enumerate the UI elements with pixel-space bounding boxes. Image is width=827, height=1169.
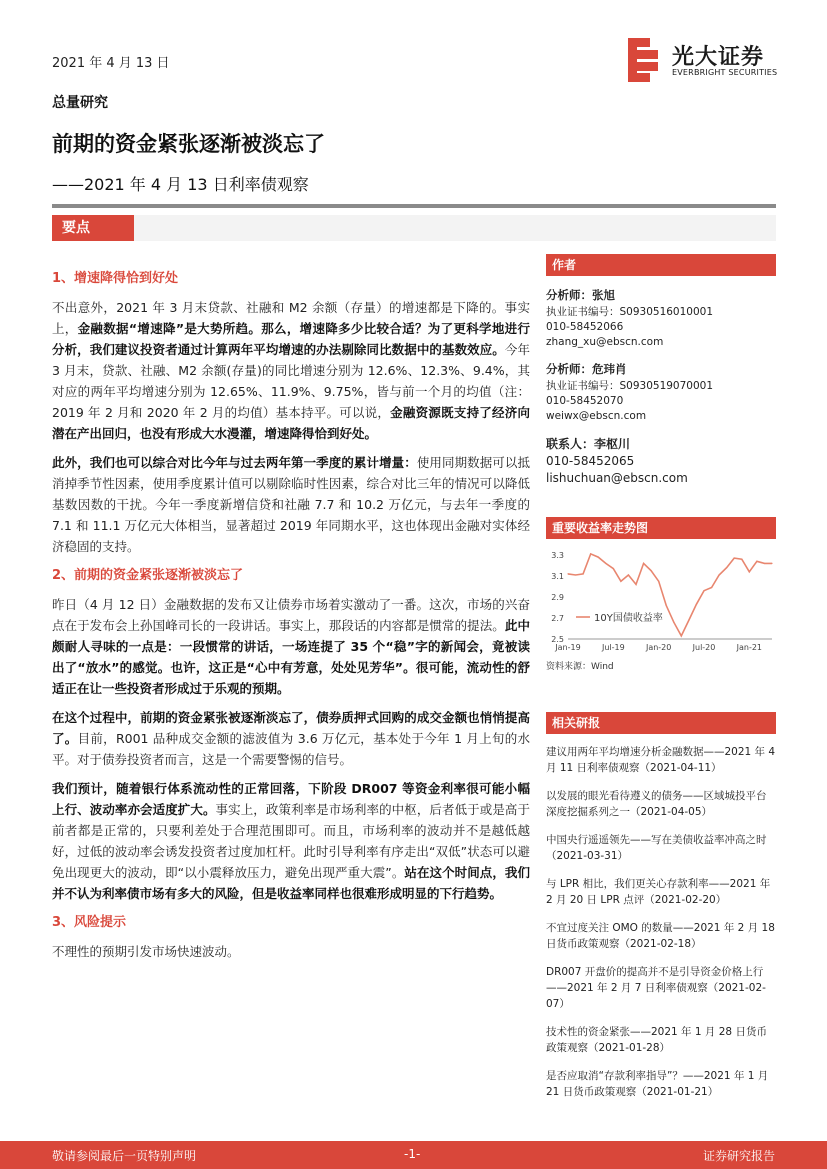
yield-chart-box <box>546 517 776 672</box>
data-point <box>575 574 576 575</box>
report-date: 2021 年 4 月 13 日 <box>52 56 170 71</box>
analyst-phone: 010-58452070 <box>546 395 624 407</box>
analyst-card <box>546 362 776 424</box>
legend-label: 10Y国债收益率 <box>594 613 663 624</box>
data-point <box>598 557 599 558</box>
related-report-item[interactable]: 技术性的资金紧张——2021 年 1 月 28 日货币政策观察（2021-01-28） <box>546 1026 767 1054</box>
analyst-cert: 执业证书编号：S0930519070001 <box>546 380 714 392</box>
data-point <box>583 573 584 574</box>
analyst-phone: 010-58452066 <box>546 321 624 333</box>
data-point <box>703 590 704 591</box>
data-point <box>688 620 689 621</box>
contact-name: 联系人：李枢川 <box>546 437 631 451</box>
report-subtitle: ——2021 年 4 月 13 日利率债观察 <box>52 175 309 194</box>
keypoints-bar <box>52 215 776 241</box>
y-tick-label: 2.5 <box>551 635 564 644</box>
report-category: 总量研究 <box>52 95 108 111</box>
section-2-paragraph-1: 昨日（4 月 12 日）金融数据的发布又让债券市场着实激动了一番。这次，市场的兴奋点在于发布会上孙国峰司长的一段讲话。事实上，那段话的内容都是惯常的提法。此中颇耐人寻味的一点是：一段惯常的讲话，一场连提了 35 个“稳”字的新闻会，竟被读出了“放水”的感觉。也许，这正是“心中有芳意，处处见芳华”。很可能，流动性的舒适正在让一些投资者形成过于乐观的预期。 <box>52 597 530 696</box>
chart-source: 资料来源：Wind <box>546 662 614 672</box>
data-point <box>666 605 667 606</box>
data-point <box>726 567 727 568</box>
logo-name-cn: 光大证券 <box>672 45 765 70</box>
related-reports <box>546 712 776 1100</box>
data-point <box>643 563 644 564</box>
data-point <box>749 571 750 572</box>
data-point <box>734 558 735 559</box>
data-point <box>590 553 591 554</box>
data-point <box>711 587 712 588</box>
related-report-item[interactable]: 建议用两年平均增速分析金融数据——2021 年 4 月 11 日利率债观察（2021-04-11） <box>546 746 776 774</box>
x-tick-label: Jan-20 <box>645 643 672 652</box>
data-point <box>635 584 636 585</box>
company-logo <box>626 38 786 82</box>
related-report-item[interactable]: 不宜过度关注 OMO 的数量——2021 年 2 月 18 日货币政策观察（2021-02-18） <box>546 922 775 950</box>
related-list <box>546 744 776 1100</box>
analyst-name: 分析师：危玮肖 <box>546 362 627 376</box>
data-point <box>719 574 720 575</box>
analyst-email[interactable]: zhang_xu@ebscn.com <box>546 336 664 348</box>
data-point <box>628 574 629 575</box>
related-report-item[interactable]: 中国央行遥遥领先——写在美债收益率冲高之时（2021-03-31） <box>546 834 767 862</box>
data-point <box>613 568 614 569</box>
related-report-item[interactable]: DR007 开盘价的提高并不是引导资金价格上行——2021 年 2 月 7 日利率债观察（2021-02-07） <box>546 966 766 1010</box>
section-3-paragraph-1: 不理性的预期引发市场快速波动。 <box>52 944 240 959</box>
section-3-heading: 3、风险提示 <box>52 915 127 930</box>
section-1-paragraph-2: 此外，我们也可以综合对比今年与过去两年第一季度的累计增量：使用同期数据可以抵消掉季节性因素，使用季度累计值可以剔除临时性因素，综合对比三年的情况可以降低基数因数的干扰。今年一季度新增信贷和社融 7.7 和 10.2 万亿元，与去年一季度的 7.1 和 11.1 万亿元大体相当，显著超过 2019 年同期水平，这也体现出金融对实体经济稳固的支持。 <box>52 455 530 554</box>
x-tick-label: Jan-19 <box>555 643 581 652</box>
y-tick-label: 3.1 <box>551 572 564 581</box>
data-point <box>681 635 682 636</box>
contact-email[interactable]: lishuchuan@ebscn.com <box>546 471 688 485</box>
footer-disclaimer: 敬请参阅最后一页特别声明 <box>52 1149 197 1163</box>
analyst-email[interactable]: weiwx@ebscn.com <box>546 410 647 422</box>
data-point <box>771 563 772 564</box>
section-2-paragraph-2: 在这个过程中，前期的资金紧张被逐渐淡忘了，债券质押式回购的成交金额也悄悄提高了。目前，R001 品种成交金额的滤波值为 3.6 万亿元，基本处于今年 1 月上旬的水平。对于债券投资者而言，这是一个需要警惕的信号。 <box>52 710 530 767</box>
logo-name-en: EVERBRIGHT SECURITIES <box>672 68 778 77</box>
related-report-item[interactable]: 以发展的眼光看待遵义的债务——区域城投平台深度挖掘系列之一（2021-04-05） <box>546 790 767 818</box>
data-point <box>764 563 765 564</box>
sidebar <box>546 254 776 1112</box>
y-tick-label: 3.3 <box>551 551 564 560</box>
related-header: 相关研报 <box>546 712 776 734</box>
related-report-item[interactable]: 是否应取消“存款利率指导”？——2021 年 1 月 21 日货币政策观察（2021-01-21） <box>546 1070 769 1098</box>
page-number: -1- <box>404 1147 421 1161</box>
section-2-paragraph-3: 我们预计，随着银行体系流动性的正常回落，下阶段 DR007 等资金利率很可能小幅上行、波动率亦会适度扩大。事实上，政策利率是市场利率的中枢，后者低于或是高于前者都是正常的，只要利差处于合理范围即可。而且，市场利率的波动并不是越低越好，过低的波动率会诱发投资者过度加杠杆。此时引导利率有序走出“双低”状态可以避免出现更大的波动，即“以小震释放压力，避免出现严重大震”。站在这个时间点，我们并不认为利率债市场有多大的风险，但是收益率同样也很难形成明显的下行趋势。 <box>52 781 530 901</box>
logo-mark-icon <box>626 38 666 82</box>
footer-report-type: 证券研究报告 <box>702 1149 775 1163</box>
section-1-heading: 1、增速降得恰到好处 <box>52 271 179 286</box>
analyst-name: 分析师：张旭 <box>546 288 615 302</box>
footer-bar <box>0 1141 827 1169</box>
report-title: 前期的资金紧张逐渐被淡忘了 <box>52 132 325 156</box>
chart-header: 重要收益率走势图 <box>546 517 776 539</box>
data-point <box>756 561 757 562</box>
related-report-item[interactable]: 与 LPR 相比，我们更关心存款利率——2021 年 2 月 20 日 LPR 点评（2021-02-20） <box>546 878 771 906</box>
keypoints-label: 要点 <box>52 215 134 241</box>
header-divider <box>52 204 776 208</box>
main-content <box>52 262 530 970</box>
data-point <box>620 581 621 582</box>
data-point <box>567 573 568 574</box>
contact-card <box>546 436 776 487</box>
x-tick-label: Jul-20 <box>692 643 716 652</box>
contact-phone: 010-58452065 <box>546 454 635 468</box>
data-point <box>741 559 742 560</box>
data-point <box>651 570 652 571</box>
y-tick-label: 2.9 <box>551 593 564 602</box>
authors-header: 作者 <box>546 254 776 276</box>
x-tick-label: Jan-21 <box>736 643 763 652</box>
y-tick-label: 2.7 <box>551 614 564 623</box>
analyst-card <box>546 288 776 350</box>
data-point <box>696 604 697 605</box>
data-point <box>658 581 659 582</box>
data-point <box>673 622 674 623</box>
data-point <box>605 563 606 564</box>
x-tick-label: Jul-19 <box>601 643 625 652</box>
section-1-paragraph-1: 不出意外，2021 年 3 月末贷款、社融和 M2 余额（存量）的增速都是下降的。事实上，金融数据“增速降”是大势所趋。那么，增速降多少比较合适？为了更科学地进行分析，我们建议投资者通过计算两年平均增速的办法剔除同比数据中的基数效应。今年 3 月末，贷款、社融、M2 余额(存量)的同比增速分别为 12.6%、12.3%、9.4%，其对应的两年平均增速分别为 12.65%、11.9%、9.75%，皆与前一个月的均值（注：2019 年 2 月和 2020 年 2 月的均值）基本持平。可以说，金融资源既支持了经济向潜在产出回归，也没有形成大水漫灌，增速降得恰到好处。 <box>52 300 530 441</box>
section-2-heading: 2、前期的资金紧张逐渐被淡忘了 <box>52 568 244 583</box>
analyst-cert: 执业证书编号：S0930516010001 <box>546 306 714 318</box>
yield-chart <box>546 543 776 661</box>
